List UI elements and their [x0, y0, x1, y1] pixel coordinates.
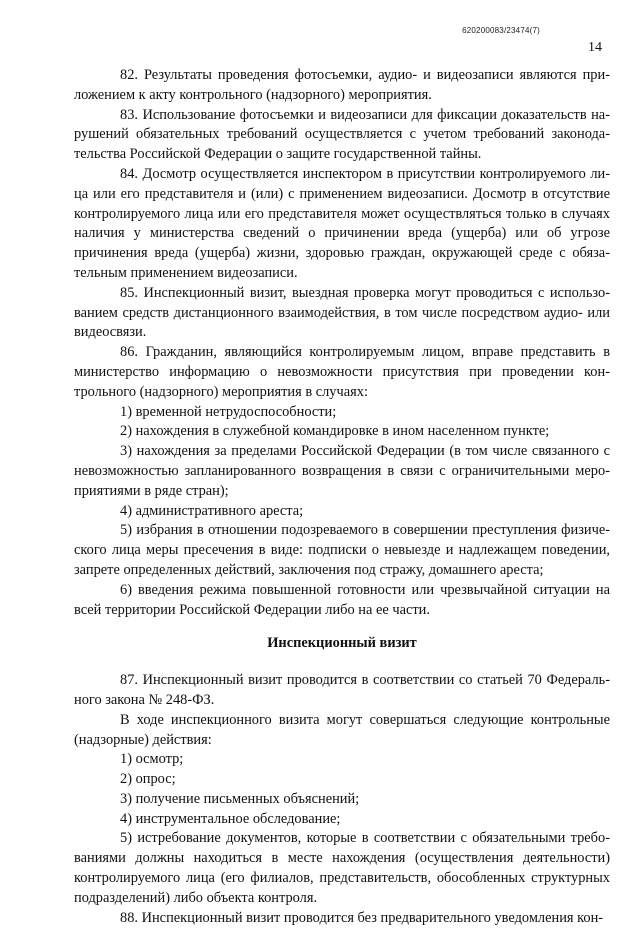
paragraph-actions-intro: В ходе инспекционного визита могут совершаться следующие контрольные (надзорные) действия: [74, 711, 610, 748]
paragraph-83: 83. Использование фотосъемки и видеозаписи для фиксации доказательств нарушений обязательных требований осуществляется с учетом требований законодательства Российской Федерации о защите государственной тайны. [74, 106, 610, 163]
list-item: 2) опрос; [120, 771, 176, 788]
list-item: 1) осмотр; [120, 751, 184, 768]
list-item: 4) инструментальное обследование; [120, 810, 341, 827]
list-item: 5) истребование документов, которые в соответствии с обязательными требованиями должны находиться в месте нахождения (осуществления деятельности) контролируемого лица (его филиалов, представительств, обособленных структурных подразделений) либо объекта контроля. [74, 830, 610, 906]
paragraph-87: 87. Инспекционный визит проводится в соответствии со статьей 70 Федерального закона № 248-ФЗ. [74, 672, 610, 708]
section-heading: Инспекционный визит [267, 635, 417, 652]
paragraph-85: 85. Инспекционный визит, выездная проверка могут проводиться с использованием средств дистанционного взаимодействия, в том числе посредством аудио- или видеосвязи. [74, 284, 610, 341]
list-item: 3) нахождения за пределами Российской Федерации (в том числе связанного с невозможностью запланированного возвращения в связи с ограничительными мероприятиями в ряде стран); [74, 443, 610, 499]
paragraph-88: 88. Инспекционный визит проводится без предварительного уведомления кон- [120, 909, 604, 926]
list-item: 4) административного ареста; [120, 502, 304, 519]
paragraph-86: 86. Гражданин, являющийся контролируемым лицом, вправе представить в министерство информацию о невозможности присутствия при проведении контрольного (надзорного) мероприятия в случаях: [74, 344, 610, 400]
page-number: 14 [588, 40, 602, 55]
list-item: 3) получение письменных объяснений; [120, 790, 360, 807]
paragraph-84: 84. Досмотр осуществляется инспектором в присутствии контролируемого лица или его представителя и (или) с применением видеозаписи. Досмотр в отсутствие контролируемого лица или его представителя может осуществляться только в случаях наличия у министерства сведений о причинении вреда (ущерба) или об угрозе причинения вреда (ущерба) жизни, здоровью граждан, окружающей среде с обязательным применением видеозаписи. [74, 165, 610, 281]
list-item: 1) временной нетрудоспособности; [120, 403, 337, 420]
document-body [74, 66, 610, 928]
document-code: 620200083/23474(7) [462, 26, 540, 35]
list-item: 6) введения режима повышенной готовности или чрезвычайной ситуации на всей территории Российской Федерации либо на ее части. [74, 581, 610, 618]
list-item: 5) избрания в отношении подозреваемого в совершении преступления физического лица меры пресечения в виде: подписки о невыезде и надлежащем поведении, запрете определенных действий, заключения под стражу, домашнего ареста; [74, 522, 610, 578]
list-item: 2) нахождения в служебной командировке в ином населенном пункте; [120, 423, 550, 440]
paragraph-82: 82. Результаты проведения фотосъемки, аудио- и видеозаписи являются приложением к акту контрольного (надзорного) мероприятия. [74, 67, 610, 103]
